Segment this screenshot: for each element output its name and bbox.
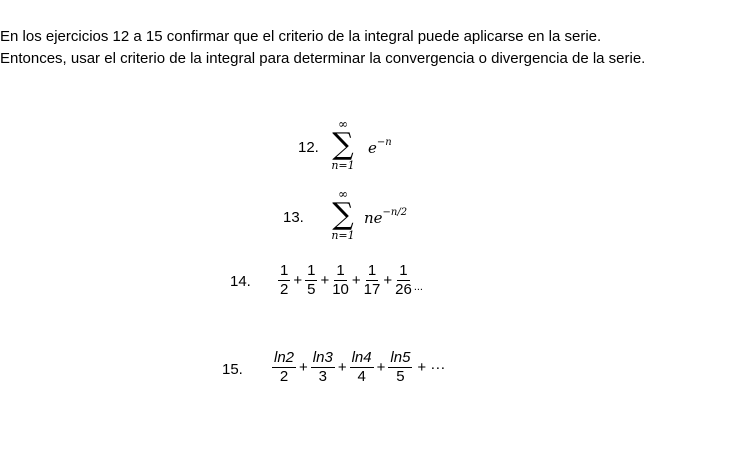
plus-sign: + <box>299 359 308 376</box>
ellipsis: ... <box>413 281 423 293</box>
fraction: $\frac{\ln 2}{2}$ <box>274 349 295 385</box>
exercise-14-number: 14. <box>230 273 251 290</box>
exercise-14-series <box>277 262 423 299</box>
exercise-12-summation <box>326 118 360 172</box>
exercise-12-number: 12. <box>298 139 319 156</box>
instruction-line-1: En los ejercicios 12 a 15 confirmar que el criterio de la integral puede aplicarse en la serie. <box>0 28 602 45</box>
trailing-ellipsis: + ··· <box>417 359 446 376</box>
plus-sign: + <box>351 272 361 289</box>
sum-lower-limit: n=1 <box>331 229 355 242</box>
sum-upper-limit: ∞ <box>338 117 348 131</box>
exercise-15-series <box>271 349 447 386</box>
plus-sign: + <box>383 272 393 289</box>
sigma-symbol: ∑ <box>332 127 354 162</box>
term-exponent: −n <box>376 137 392 148</box>
plus-sign: + <box>320 272 330 289</box>
plus-sign: + <box>337 359 347 376</box>
instruction-line-2: Entonces, usar el criterio de la integral para determinar la convergencia o divergencia de la serie. <box>0 50 646 67</box>
exercise-13-summation <box>326 188 360 242</box>
fraction: $\frac{\ln 3}{3}$ <box>312 349 333 385</box>
sigma-symbol: ∑ <box>332 197 354 232</box>
exercise-15-number: 15. <box>222 361 243 378</box>
fraction: $\frac{1}{17}$ <box>363 262 381 298</box>
fraction: $\frac{1}{26}$ <box>395 262 412 298</box>
plus-sign: + <box>293 272 303 289</box>
fraction: $\frac{1}{5}$ <box>307 262 316 298</box>
fraction: $\frac{1}{2}$ <box>280 262 289 298</box>
plus-sign: + <box>376 359 386 376</box>
exercise-13-number: 13. <box>283 209 304 226</box>
fraction: $\frac{1}{10}$ <box>332 262 349 298</box>
sum-upper-limit: ∞ <box>338 187 348 201</box>
fraction: $\frac{\ln 4}{4}$ <box>351 349 372 385</box>
sum-lower-limit: n=1 <box>331 159 355 172</box>
exercise-13-term <box>364 207 407 227</box>
term-base: ne <box>364 209 383 227</box>
fraction: $\frac{\ln 5}{5}$ <box>390 349 411 385</box>
exercise-12-term <box>368 137 392 157</box>
term-base: e <box>368 139 377 157</box>
term-exponent: −n/2 <box>382 207 408 218</box>
